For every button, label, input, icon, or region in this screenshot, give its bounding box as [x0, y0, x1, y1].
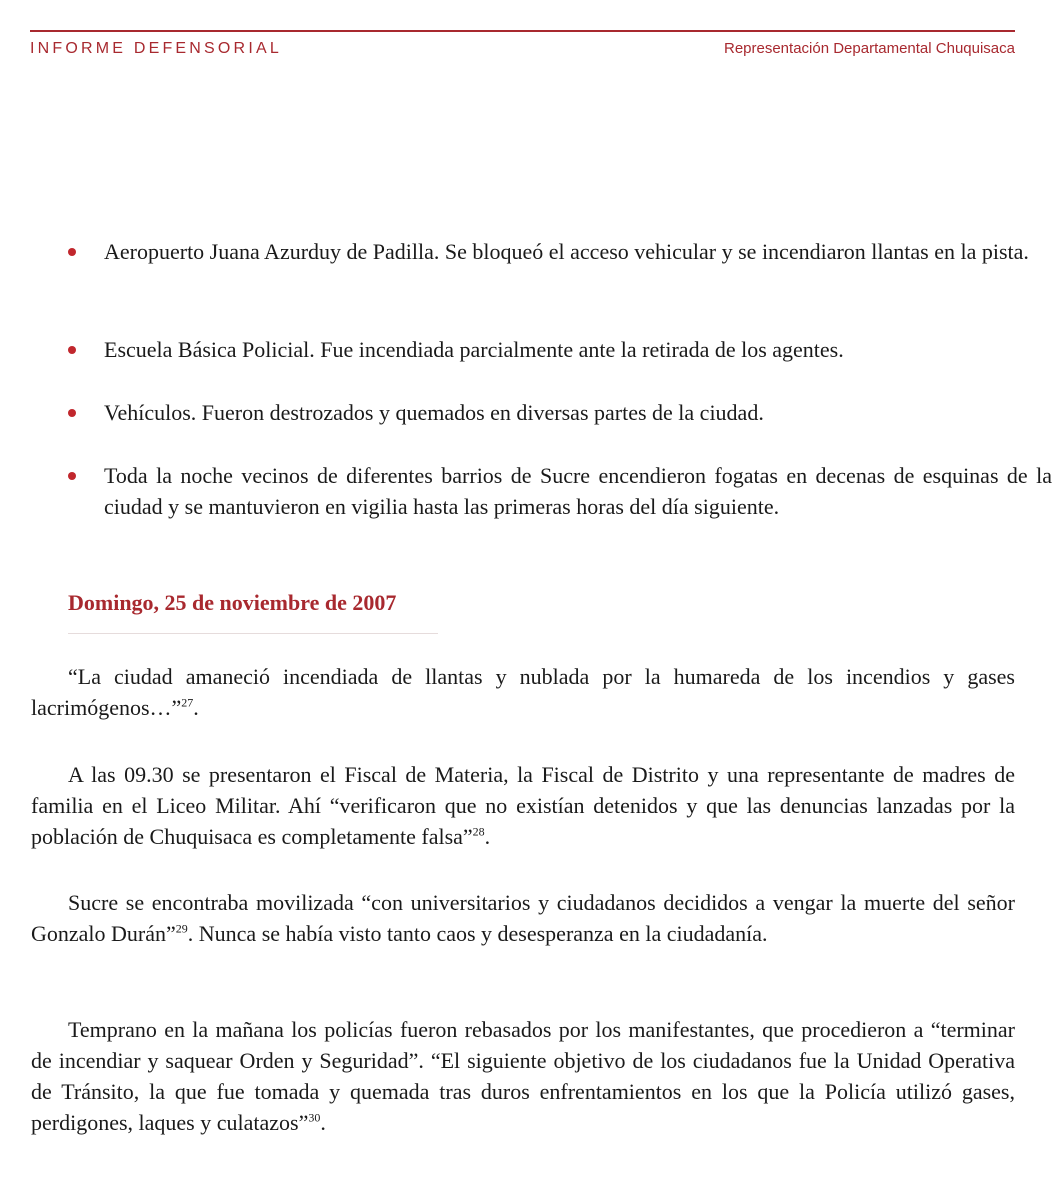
list-item: [68, 397, 1052, 428]
list-item: [68, 460, 1052, 522]
list-item: [68, 236, 1052, 267]
paragraph-tail: .: [484, 824, 491, 849]
footnote-ref[interactable]: 29: [175, 921, 188, 936]
report-title: INFORME DEFENSORIAL: [30, 40, 282, 57]
footnote-ref[interactable]: 28: [472, 824, 485, 839]
paragraph-tail: . Nunca se había visto tanto caos y desesperanza en la ciudadanía.: [187, 921, 768, 946]
paragraph-tail: .: [320, 1110, 326, 1135]
section-divider: [68, 633, 438, 634]
paragraph-text: Temprano en la mañana los policías fueron rebasados por los manifestantes, que procedieron a “terminar de incendiar y saquear Orden y Seguridad”. “El siguiente objetivo de los ciudadanos fue la Unidad Operativa de Tránsito, la que fue tomada y quemada tras duros enfrentamientos en los que la Policía utilizó gases, perdigones, laques y culatazos”: [31, 1017, 1015, 1135]
header-rule: [30, 30, 1015, 32]
paragraph-text: “La ciudad amaneció incendiada de llantas y nublada por la humareda de los incendios y gases lacrimógenos…”: [31, 664, 1015, 720]
bullet-icon: [68, 409, 76, 417]
paragraph-text: Sucre se encontraba movilizada “con universitarios y ciudadanos decididos a vengar la muerte del señor Gonzalo Durán”: [31, 890, 1015, 946]
paragraph-text: A las 09.30 se presentaron el Fiscal de Materia, la Fiscal de Distrito y una representante de madres de familia en el Liceo Militar. Ahí “verificaron que no existían detenidos y que las denuncias lanzadas por la población de Chuquisaca es completamente falsa”: [31, 762, 1015, 849]
footnote-ref[interactable]: 27: [181, 695, 194, 710]
list-item-text: Escuela Básica Policial. Fue incendiada parcialmente ante la retirada de los agentes.: [104, 337, 844, 362]
paragraph: [31, 1014, 1015, 1138]
list-item-text: Vehículos. Fueron destrozados y quemados en diversas partes de la ciudad.: [104, 400, 764, 425]
footnote-ref[interactable]: 30: [308, 1110, 321, 1125]
bullet-icon: [68, 472, 76, 480]
list-item-text: Aeropuerto Juana Azurduy de Padilla. Se bloqueó el acceso vehicular y se incendiaron llantas en la pista.: [104, 239, 1029, 264]
list-item: [68, 334, 1052, 365]
department-title: Representación Departamental Chuquisaca: [723, 40, 1015, 57]
section-heading: Domingo, 25 de noviembre de 2007: [68, 590, 397, 615]
bullet-icon: [68, 248, 76, 256]
paragraph-tail: .: [193, 695, 199, 720]
list-item-text: Toda la noche vecinos de diferentes barrios de Sucre encendieron fogatas en decenas de esquinas de la ciudad y se mantuvieron en vigilia hasta las primeras horas del día siguiente.: [104, 463, 1052, 519]
paragraph: [31, 661, 1015, 723]
paragraph: [31, 887, 1015, 949]
paragraph: [31, 759, 1015, 852]
bullet-icon: [68, 346, 76, 354]
